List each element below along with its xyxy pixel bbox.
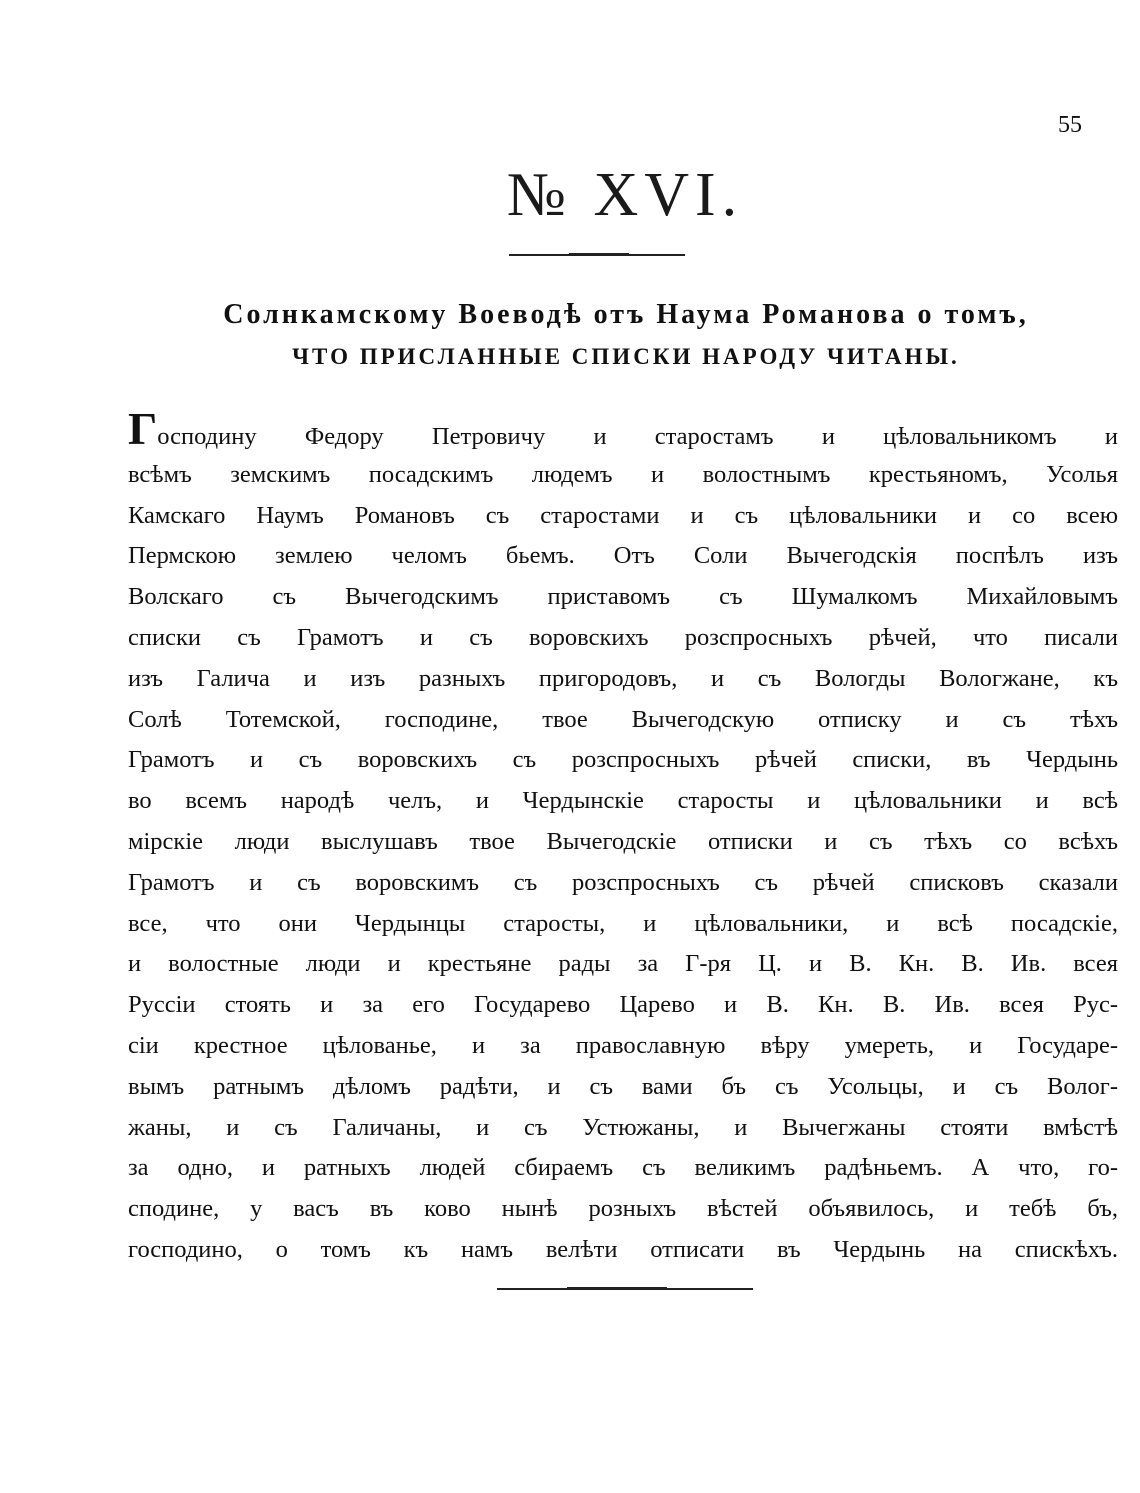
- body-line: за одно, и ратныхъ людей сбираемъ съ великимъ радѣньемъ. А что, го-: [128, 1154, 1118, 1182]
- heading-line-1: Солнкамскому Воеводѣ отъ Наума Романова о томъ,: [223, 299, 1029, 330]
- body-line: [128, 403, 1118, 455]
- body-line: Руссіи стоять и за его Государево Царево и В. Кн. В. Ив. всея Рус-: [128, 991, 1118, 1019]
- body-line: изъ Галича и изъ разныхъ пригородовъ, и съ Вологды Вологжане, къ: [128, 664, 1118, 692]
- body-line: и волостные люди и крестьяне рады за Г-ря Ц. и В. Кн. В. Ив. всея: [128, 950, 1118, 978]
- body-line: мірскіе люди выслушавъ твое Вычегодскіе отписки и съ тѣхъ со всѣхъ: [128, 827, 1118, 855]
- page-number: 55: [1058, 112, 1082, 138]
- body-line: сподине, у васъ въ ково нынѣ розныхъ вѣстей объявилось, и тебѣ бъ,: [128, 1195, 1118, 1223]
- body-text: [128, 403, 1118, 1271]
- body-line: Грамотъ и съ воровскимъ съ розспросныхъ съ рѣчей списковъ сказали: [128, 868, 1118, 896]
- body-line: списки съ Грамотъ и съ воровскихъ розспросныхъ рѣчей, что писали: [128, 623, 1118, 651]
- heading-line-2: ЧТО ПРИСЛАННЫЕ СПИСКИ НАРОДУ ЧИТАНЫ.: [292, 344, 960, 369]
- body-line: во всемъ народѣ челъ, и Чердынскіе старосты и цѣловальники и всѣ: [128, 787, 1118, 815]
- body-line: Солѣ Тотемской, господине, твое Вычегодскую отписку и съ тѣхъ: [128, 705, 1118, 733]
- body-line: господино, о томъ къ намъ велѣти отписати въ Чердынь на спискѣхъ.: [128, 1235, 1118, 1263]
- document-number-title: № XVI.: [506, 161, 744, 229]
- body-line: Пермскою землею челомъ бьемъ. Отъ Соли Вычегодскія поспѣлъ изъ: [128, 542, 1118, 570]
- body-line: всѣмъ земскимъ посадскимъ людемъ и волостнымъ крестьяномъ, Усолья: [128, 460, 1118, 488]
- body-line: Камскаго Наумъ Романовъ съ старостами и съ цѣловальники и со всею: [128, 501, 1118, 529]
- body-line: жаны, и съ Галичаны, и съ Устюжаны, и Вычегжаны стояти вмѣстѣ: [128, 1113, 1118, 1141]
- body-line: все, что они Чердынцы старосты, и цѣловальники, и всѣ посадскіе,: [128, 909, 1118, 937]
- document-heading: [126, 294, 1126, 378]
- body-line: Волскаго съ Вычегодскимъ приставомъ съ Шумалкомъ Михайловымъ: [128, 583, 1118, 611]
- drop-cap: Г: [128, 403, 158, 454]
- body-line-text: осподину Федору Петровичу и старостамъ и цѣловальникомъ и: [157, 423, 1118, 450]
- bottom-divider: [497, 1288, 753, 1290]
- body-line: Грамотъ и съ воровскихъ съ розспросныхъ рѣчей списки, въ Чердынь: [128, 746, 1118, 774]
- body-line: вымъ ратнымъ дѣломъ радѣти, и съ вами бъ съ Усольцы, и съ Волог-: [128, 1072, 1118, 1100]
- body-line: сіи крестное цѣлованье, и за православную вѣру умерeть, и Государе-: [128, 1031, 1118, 1059]
- top-divider: [509, 254, 685, 256]
